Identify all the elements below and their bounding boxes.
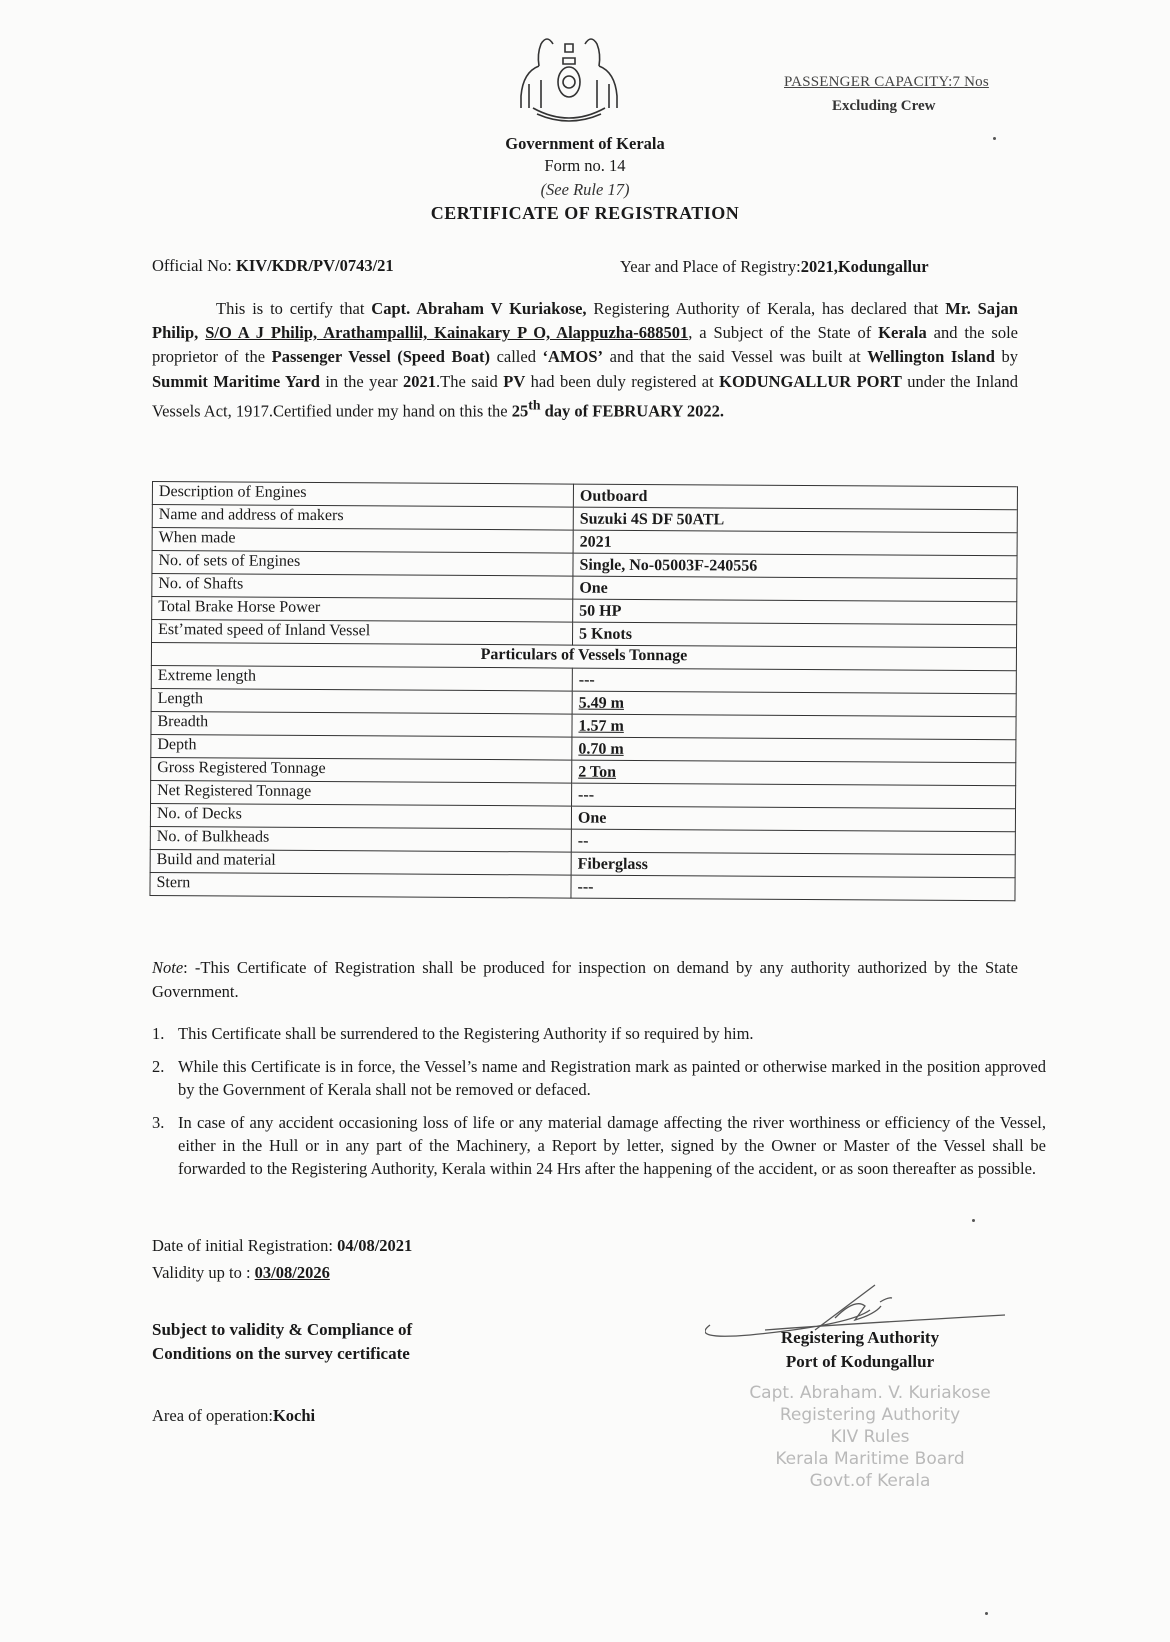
row-label: No. of Shafts [152, 574, 573, 600]
speck [985, 1612, 988, 1615]
row-value [573, 530, 1017, 556]
row-label: Est’mated speed of Inland Vessel [152, 620, 573, 646]
row-label: Description of Engines [152, 482, 573, 508]
excluding-crew: Excluding Crew [832, 98, 936, 114]
row-label: Gross Registered Tonnage [151, 757, 572, 783]
passenger-capacity: PASSENGER CAPACITY:7 Nos [784, 74, 989, 90]
row-value-text: --- [578, 671, 595, 689]
row-label: Extreme length [151, 665, 572, 691]
row-value-text: Suzuki 4S DF 50ATL [579, 510, 725, 529]
condition-item [152, 1111, 1046, 1180]
row-value [571, 875, 1015, 901]
tonnage-heading: Particulars of Vessels Tonnage [151, 643, 1016, 671]
condition-text: In case of any accident occasioning loss of life or any material damage affecting the river worthiness or efficiency of the Vessel, either in the Hull or in any part of the Machinery, a Report by letter, signed by the Owner or Master of the Vessel shall be forwarded to the Registering Authority, Kerala within 24 Hrs after the happening of the accident, or as soon thereafter as possible. [178, 1113, 1046, 1178]
row-label: No. of Bulkheads [150, 826, 571, 852]
area-of-operation: Area of operation:Kochi [152, 1406, 316, 1425]
row-value [573, 484, 1017, 510]
row-label: Build and material [150, 849, 571, 875]
row-value [573, 553, 1017, 579]
initial-registration: Date of initial Registration: 04/08/2021 [152, 1236, 413, 1255]
row-value [572, 691, 1016, 717]
row-value-text: Fiberglass [577, 855, 648, 874]
government-heading: Government of Kerala [505, 134, 665, 153]
row-value-text: 1.57 m [578, 717, 624, 735]
validity: Validity up to : 03/08/2026 [152, 1263, 330, 1282]
official-number: Official No: KIV/KDR/PV/0743/21 [152, 256, 394, 275]
row-value [571, 829, 1015, 855]
row-value-text: --- [578, 786, 595, 804]
row-value [571, 806, 1015, 832]
row-value-text: 0.70 m [578, 740, 624, 758]
conditions-list [152, 1022, 1046, 1190]
row-value-text: 2021 [579, 533, 612, 551]
row-value [573, 599, 1017, 625]
row-label: Depth [151, 734, 572, 760]
speck [972, 1219, 975, 1222]
stamp-line: Govt.of Kerala [809, 1471, 931, 1491]
row-value [572, 668, 1016, 694]
table-row [150, 872, 1015, 900]
condition-item [152, 1022, 1046, 1045]
see-rule: (See Rule 17) [540, 180, 630, 199]
row-value [572, 714, 1016, 740]
row-value [572, 737, 1016, 763]
condition-text: This Certificate shall be surrendered to the Registering Authority if so required by him. [178, 1024, 754, 1043]
row-value-text: 2 Ton [578, 763, 617, 781]
speck [993, 137, 996, 140]
row-label: No. of sets of Engines [152, 551, 573, 577]
row-value-text: 50 HP [579, 602, 622, 620]
subject-to-validity: Subject to validity & Compliance of Conditions on the survey certificate [152, 1320, 413, 1363]
certificate-title: CERTIFICATE OF REGISTRATION [430, 203, 740, 223]
row-value-text: 5.49 m [578, 694, 625, 712]
row-label: No. of Decks [150, 803, 571, 829]
row-value [573, 507, 1017, 533]
condition-item [152, 1055, 1046, 1101]
row-label: Breadth [151, 711, 572, 737]
note: Note: -This Certificate of Registration shall be produced for inspection on demand by any authority authorized by the State Government. [152, 958, 1018, 1001]
authority-stamp [720, 1382, 1020, 1492]
row-value [573, 576, 1017, 602]
certification-paragraph: This is to certify that Capt. Abraham V Kuriakose, Registering Authority of Kerala, has declared that Mr. Sajan Philip, S/O A J Philip, Arathampallil, Kainakary P O, Alappuzha-688501, a Subject of the State of Kerala and the sole proprietor of the Passenger Vessel (Speed Boat) called ‘AMOS’ and that the said Vessel was built at Wellington Island by Summit Maritime Yard in the year 2021.The said PV had been duly registered at KODUNGALLUR PORT under the Inland Vessels Act, 1917.Certified under my hand on this the 25th day of FEBRUARY 2022. [152, 299, 1019, 421]
stamp-line: Registering Authority [779, 1405, 961, 1425]
registering-authority: Registering Authority Port of Kodungallur [780, 1328, 940, 1371]
row-label: Name and address of makers [152, 505, 573, 531]
row-value [573, 622, 1017, 648]
condition-number: 1. [152, 1024, 165, 1043]
row-value-text: --- [577, 878, 594, 896]
condition-number: 3. [152, 1113, 165, 1132]
kerala-emblem-icon [513, 30, 625, 125]
row-value [572, 783, 1016, 809]
stamp-line: Kerala Maritime Board [775, 1449, 965, 1469]
row-value-text: 5 Knots [579, 625, 633, 643]
stamp-line: KIV Rules [830, 1427, 910, 1447]
vessel-particulars-table [149, 481, 1018, 901]
condition-text: While this Certificate is in force, the Vessel’s name and Registration mark as painted or otherwise marked in the position approved by the Government of Kerala shall not be removed or defaced. [178, 1057, 1046, 1099]
condition-number: 2. [152, 1057, 165, 1076]
row-label: Stern [150, 872, 571, 898]
row-value [571, 852, 1015, 878]
form-number: Form no. 14 [544, 156, 626, 175]
row-label: Total Brake Horse Power [152, 597, 573, 623]
row-value-text: One [577, 809, 607, 827]
row-value [572, 760, 1016, 786]
row-label: Net Registered Tonnage [151, 780, 572, 806]
row-label: When made [152, 528, 573, 554]
stamp-line: Capt. Abraham. V. Kuriakose [749, 1383, 991, 1403]
row-value-text: One [579, 579, 608, 597]
year-place-registry: Year and Place of Registry:2021,Kodungallur [620, 257, 929, 276]
row-value-text: -- [577, 832, 589, 850]
row-value-text: Single, No-05003F-240556 [579, 556, 758, 575]
row-label: Length [151, 688, 572, 714]
row-value-text: Outboard [579, 487, 648, 506]
